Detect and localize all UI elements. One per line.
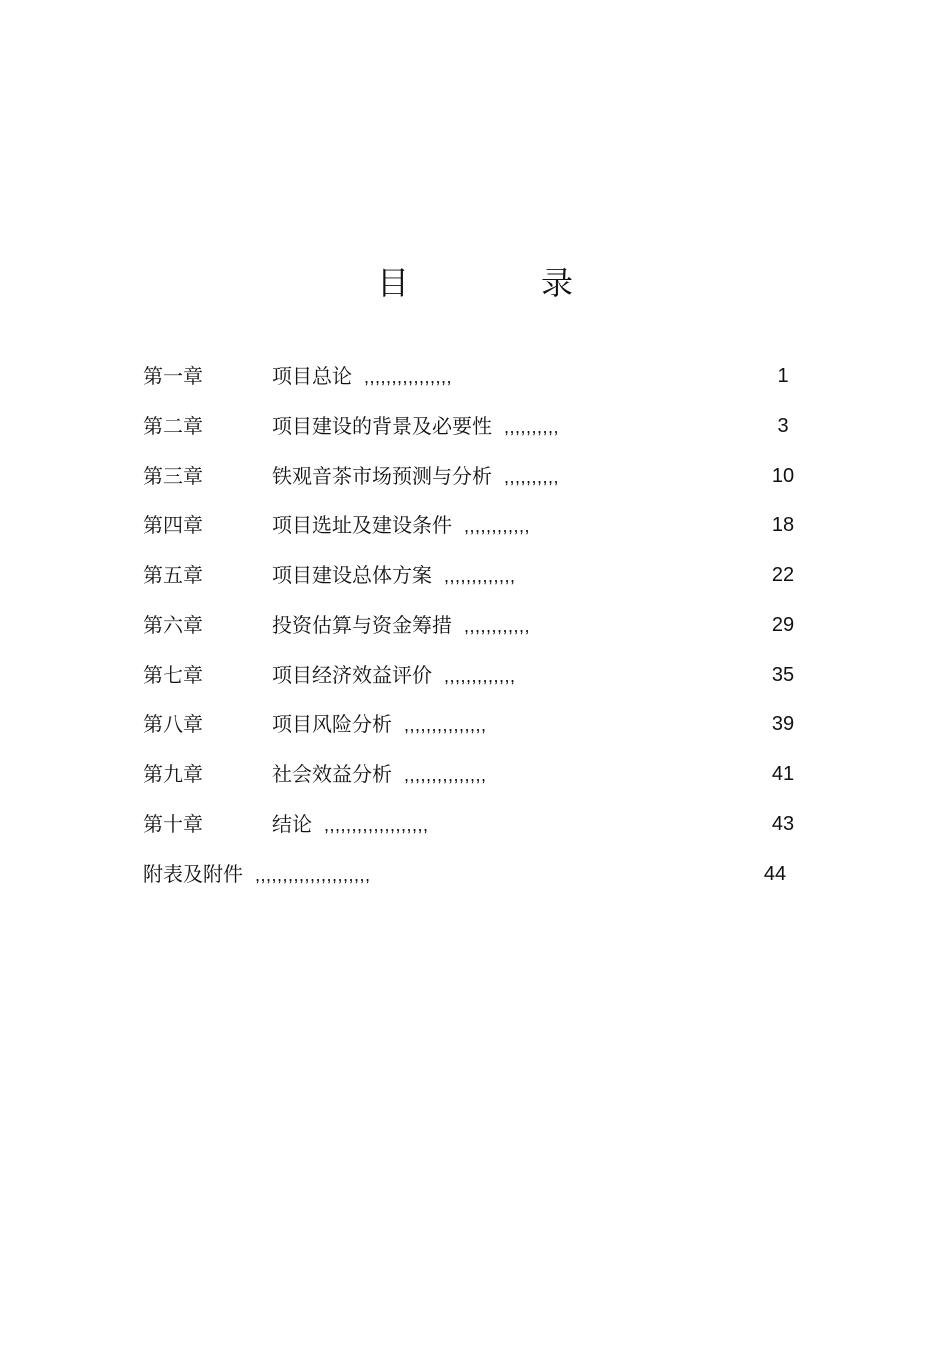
chapter-number: 第五章 — [143, 563, 203, 587]
toc-entry[interactable] — [0, 610, 950, 640]
page-number: 18 — [771, 514, 795, 536]
toc-entry[interactable] — [0, 560, 950, 590]
dot-leader: ,,,,,,,,,,,,,,,,,,,,, — [255, 865, 371, 885]
dot-leader: ,,,,,,,,,,,,,,,,,,, — [324, 815, 429, 835]
chapter-entry — [272, 361, 452, 392]
chapter-entry — [272, 610, 530, 641]
page-title: 目 录 — [376, 264, 623, 302]
toc-entry-appendix[interactable] — [0, 859, 950, 889]
chapter-number: 第六章 — [143, 613, 203, 637]
chapter-number: 第七章 — [143, 663, 203, 687]
chapter-entry — [272, 560, 516, 591]
dot-leader: ,,,,,,,,,,,,, — [444, 566, 516, 586]
chapter-number: 第三章 — [143, 464, 203, 488]
toc-entry[interactable] — [0, 809, 950, 839]
chapter-entry — [272, 461, 559, 492]
page-number: 43 — [771, 813, 795, 835]
toc-entry[interactable] — [0, 660, 950, 690]
toc-entry[interactable] — [0, 709, 950, 739]
chapter-entry — [272, 411, 559, 442]
page-number: 39 — [771, 713, 795, 735]
page-number: 10 — [771, 465, 795, 487]
chapter-title: 铁观音茶市场预测与分析 — [272, 464, 492, 488]
page-number: 35 — [771, 664, 795, 686]
chapter-title: 项目经济效益评价 — [272, 663, 432, 687]
chapter-title: 投资估算与资金筹措 — [272, 613, 452, 637]
chapter-entry — [272, 809, 429, 840]
toc-entry[interactable] — [0, 411, 950, 441]
page-number: 22 — [771, 564, 795, 586]
chapter-number: 第九章 — [143, 762, 203, 786]
chapter-entry — [272, 759, 487, 790]
chapter-title: 项目建设总体方案 — [272, 563, 432, 587]
dot-leader: ,,,,,,,,,, — [504, 467, 560, 487]
chapter-number: 第八章 — [143, 712, 203, 736]
chapter-number: 第四章 — [143, 513, 203, 537]
chapter-title: 社会效益分析 — [272, 762, 392, 786]
dot-leader: ,,,,,,,,,,,,,,,, — [364, 367, 453, 387]
dot-leader: ,,,,,,,,,,,, — [464, 616, 531, 636]
appendix-title: 附表及附件 — [143, 862, 243, 886]
dot-leader: ,,,,,,,,,,,,,,, — [404, 715, 487, 735]
appendix-entry — [143, 859, 371, 890]
dot-leader: ,,,,,,,,,,,, — [464, 516, 531, 536]
toc-entry[interactable] — [0, 461, 950, 491]
toc-entry[interactable] — [0, 361, 950, 391]
page-number: 29 — [771, 614, 795, 636]
page-number: 44 — [763, 863, 787, 885]
chapter-entry — [272, 510, 530, 541]
chapter-title: 项目建设的背景及必要性 — [272, 414, 492, 438]
page-number: 41 — [771, 763, 795, 785]
page-number: 1 — [777, 365, 789, 387]
chapter-title: 项目选址及建设条件 — [272, 513, 452, 537]
chapter-number: 第十章 — [143, 812, 203, 836]
toc-entry[interactable] — [0, 510, 950, 540]
chapter-title: 项目风险分析 — [272, 712, 392, 736]
dot-leader: ,,,,,,,,,,,,,,, — [404, 765, 487, 785]
chapter-number: 第二章 — [143, 414, 203, 438]
page-number: 3 — [777, 415, 789, 437]
chapter-entry — [272, 660, 516, 691]
toc-entry[interactable] — [0, 759, 950, 789]
chapter-number: 第一章 — [143, 364, 203, 388]
chapter-title: 结论 — [272, 812, 312, 836]
dot-leader: ,,,,,,,,,,,,, — [444, 666, 516, 686]
chapter-entry — [272, 709, 487, 740]
chapter-title: 项目总论 — [272, 364, 352, 388]
dot-leader: ,,,,,,,,,, — [504, 417, 560, 437]
